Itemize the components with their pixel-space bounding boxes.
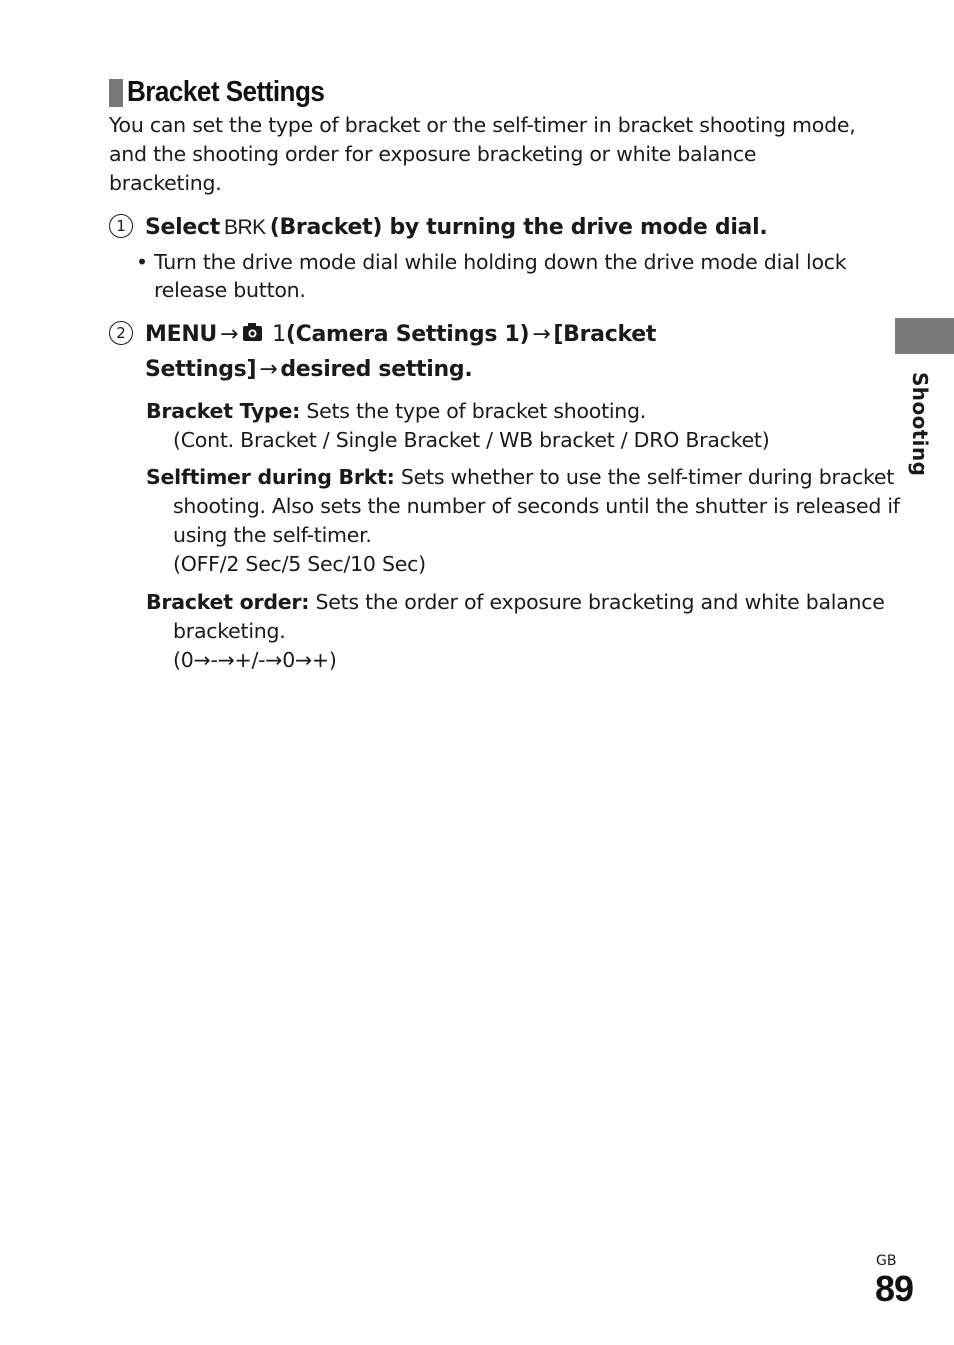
desired-setting-label: desired setting. (280, 357, 473, 382)
menu-label: MENU (145, 322, 217, 347)
intro-paragraph: You can set the type of bracket or the self-timer in bracket shooting mode, and the shooting order for exposure bracketing or white balance bracketing. (109, 113, 856, 195)
step-number-2: 2 (109, 321, 133, 345)
camera-settings-label: (Camera Settings 1) (285, 322, 530, 347)
definition-term: Selftimer during Brkt: (146, 465, 395, 489)
definition-selftimer (146, 463, 903, 579)
step-1-note: • Turn the drive mode dial while holding down the drive mode dial lock release button. (136, 250, 847, 302)
step-2-text (145, 318, 865, 386)
section-heading (109, 76, 346, 109)
definition-bracket-order (146, 588, 903, 675)
step-1-select: Select (145, 215, 220, 240)
definition-desc: Sets whether to use the self-timer during bracket shooting. Also sets the number of seconds until the shutter is released if using the self-timer. (173, 465, 900, 547)
definition-options: (Cont. Bracket / Single Bracket / WB bracket / DRO Bracket) (173, 428, 770, 452)
step-1-note-text: Turn the drive mode dial while holding down the drive mode dial lock release button. (154, 250, 847, 302)
camera-menu-number: 1 (272, 322, 286, 347)
arrow-right-icon: → (259, 357, 278, 382)
definition-options: (OFF/2 Sec/5 Sec/10 Sec) (173, 552, 426, 576)
bracket-settings-label: [Bracket Settings] (145, 322, 657, 382)
camera-1-icon (243, 320, 272, 353)
section-tab-label: Shooting (908, 372, 932, 477)
definition-bracket-type (146, 397, 903, 455)
step-1 (109, 211, 767, 244)
step-2 (109, 318, 865, 386)
definition-term: Bracket order: (146, 590, 310, 614)
step-1-instruction: (Bracket) by turning the drive mode dial. (269, 215, 768, 240)
definition-desc: Sets the order of exposure bracketing and white balance bracketing. (173, 590, 885, 643)
region-code: GB (876, 1253, 897, 1269)
arrow-right-icon: → (532, 322, 551, 347)
step-1-text (145, 211, 767, 244)
definition-options: (0→-→+/-→0→+) (173, 648, 337, 672)
heading-marker-bar (109, 79, 123, 107)
definition-desc: Sets the type of bracket shooting. (306, 399, 647, 423)
page-number: 89 (875, 1268, 914, 1309)
arrow-right-icon: → (220, 322, 239, 347)
section-tab-marker (895, 318, 954, 354)
step-number-1: 1 (109, 214, 133, 238)
definition-term: Bracket Type: (146, 399, 301, 423)
bracket-mode-glyph: BRK (224, 216, 266, 239)
page-title: Bracket Settings (127, 76, 325, 108)
